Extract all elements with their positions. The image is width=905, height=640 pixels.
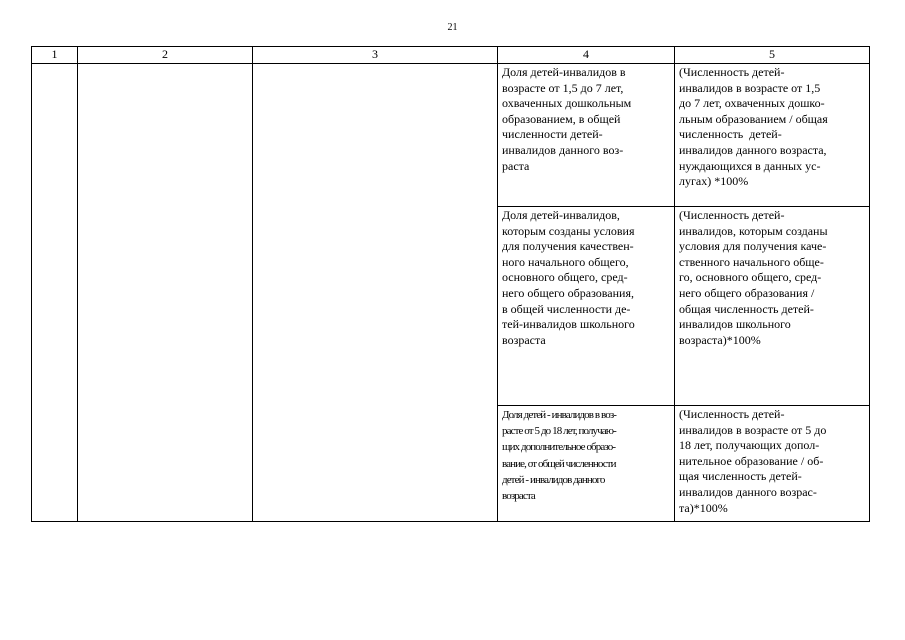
indicator-text: Доля детей-инвалидов, которым созданы условия для получения качествен- ного начального общего, основного общего, сред- него общего образования, в общей численности де- тей-инвалидов школьного возраста [502,208,635,347]
cell-col-2 [78,64,253,522]
indicator-text: Доля детей - инвалидов в воз- расте от 5 до 18 лет, получаю- щих дополнительное образо- вание, от общей численности детей - инвалидов данного возраста [502,409,617,503]
indicator-table [31,46,870,522]
formula-text: (Численность детей- инвалидов, которым созданы условия для получения каче- ственного начального обще- го, основного общего, сред- него общего образования / общая численность детей- инвалидов школьного возраста)*100% [679,208,828,347]
table-row [32,64,870,207]
formula-text: (Численность детей- инвалидов в возрасте от 1,5 до 7 лет, охваченных дошко- льным образованием / общая численность детей- инвалидов данного возраста, нуждающихся в данных ус- лугах) *100% [679,65,828,189]
indicator-cell [498,64,675,207]
column-header-5: 5 [675,47,870,64]
formula-text: (Численность детей- инвалидов в возрасте от 5 до 18 лет, получающих допол- нительное образование / об- щая численность детей- инвалидов данного возрас- та)*100% [679,407,827,515]
indicator-cell [498,406,675,522]
column-header-1: 1 [32,47,78,64]
indicator-cell [498,207,675,406]
formula-cell [675,64,870,207]
formula-cell [675,207,870,406]
column-header-4: 4 [498,47,675,64]
cell-col-3 [253,64,498,522]
page-number: 21 [447,22,458,33]
formula-cell [675,406,870,522]
column-header-3: 3 [253,47,498,64]
indicator-text: Доля детей-инвалидов в возрасте от 1,5 до 7 лет, охваченных дошкольным образованием, в общей численности детей- инвалидов данного воз- раста [502,65,632,173]
column-header-2: 2 [78,47,253,64]
table-header-row [32,47,870,64]
cell-col-1 [32,64,78,522]
